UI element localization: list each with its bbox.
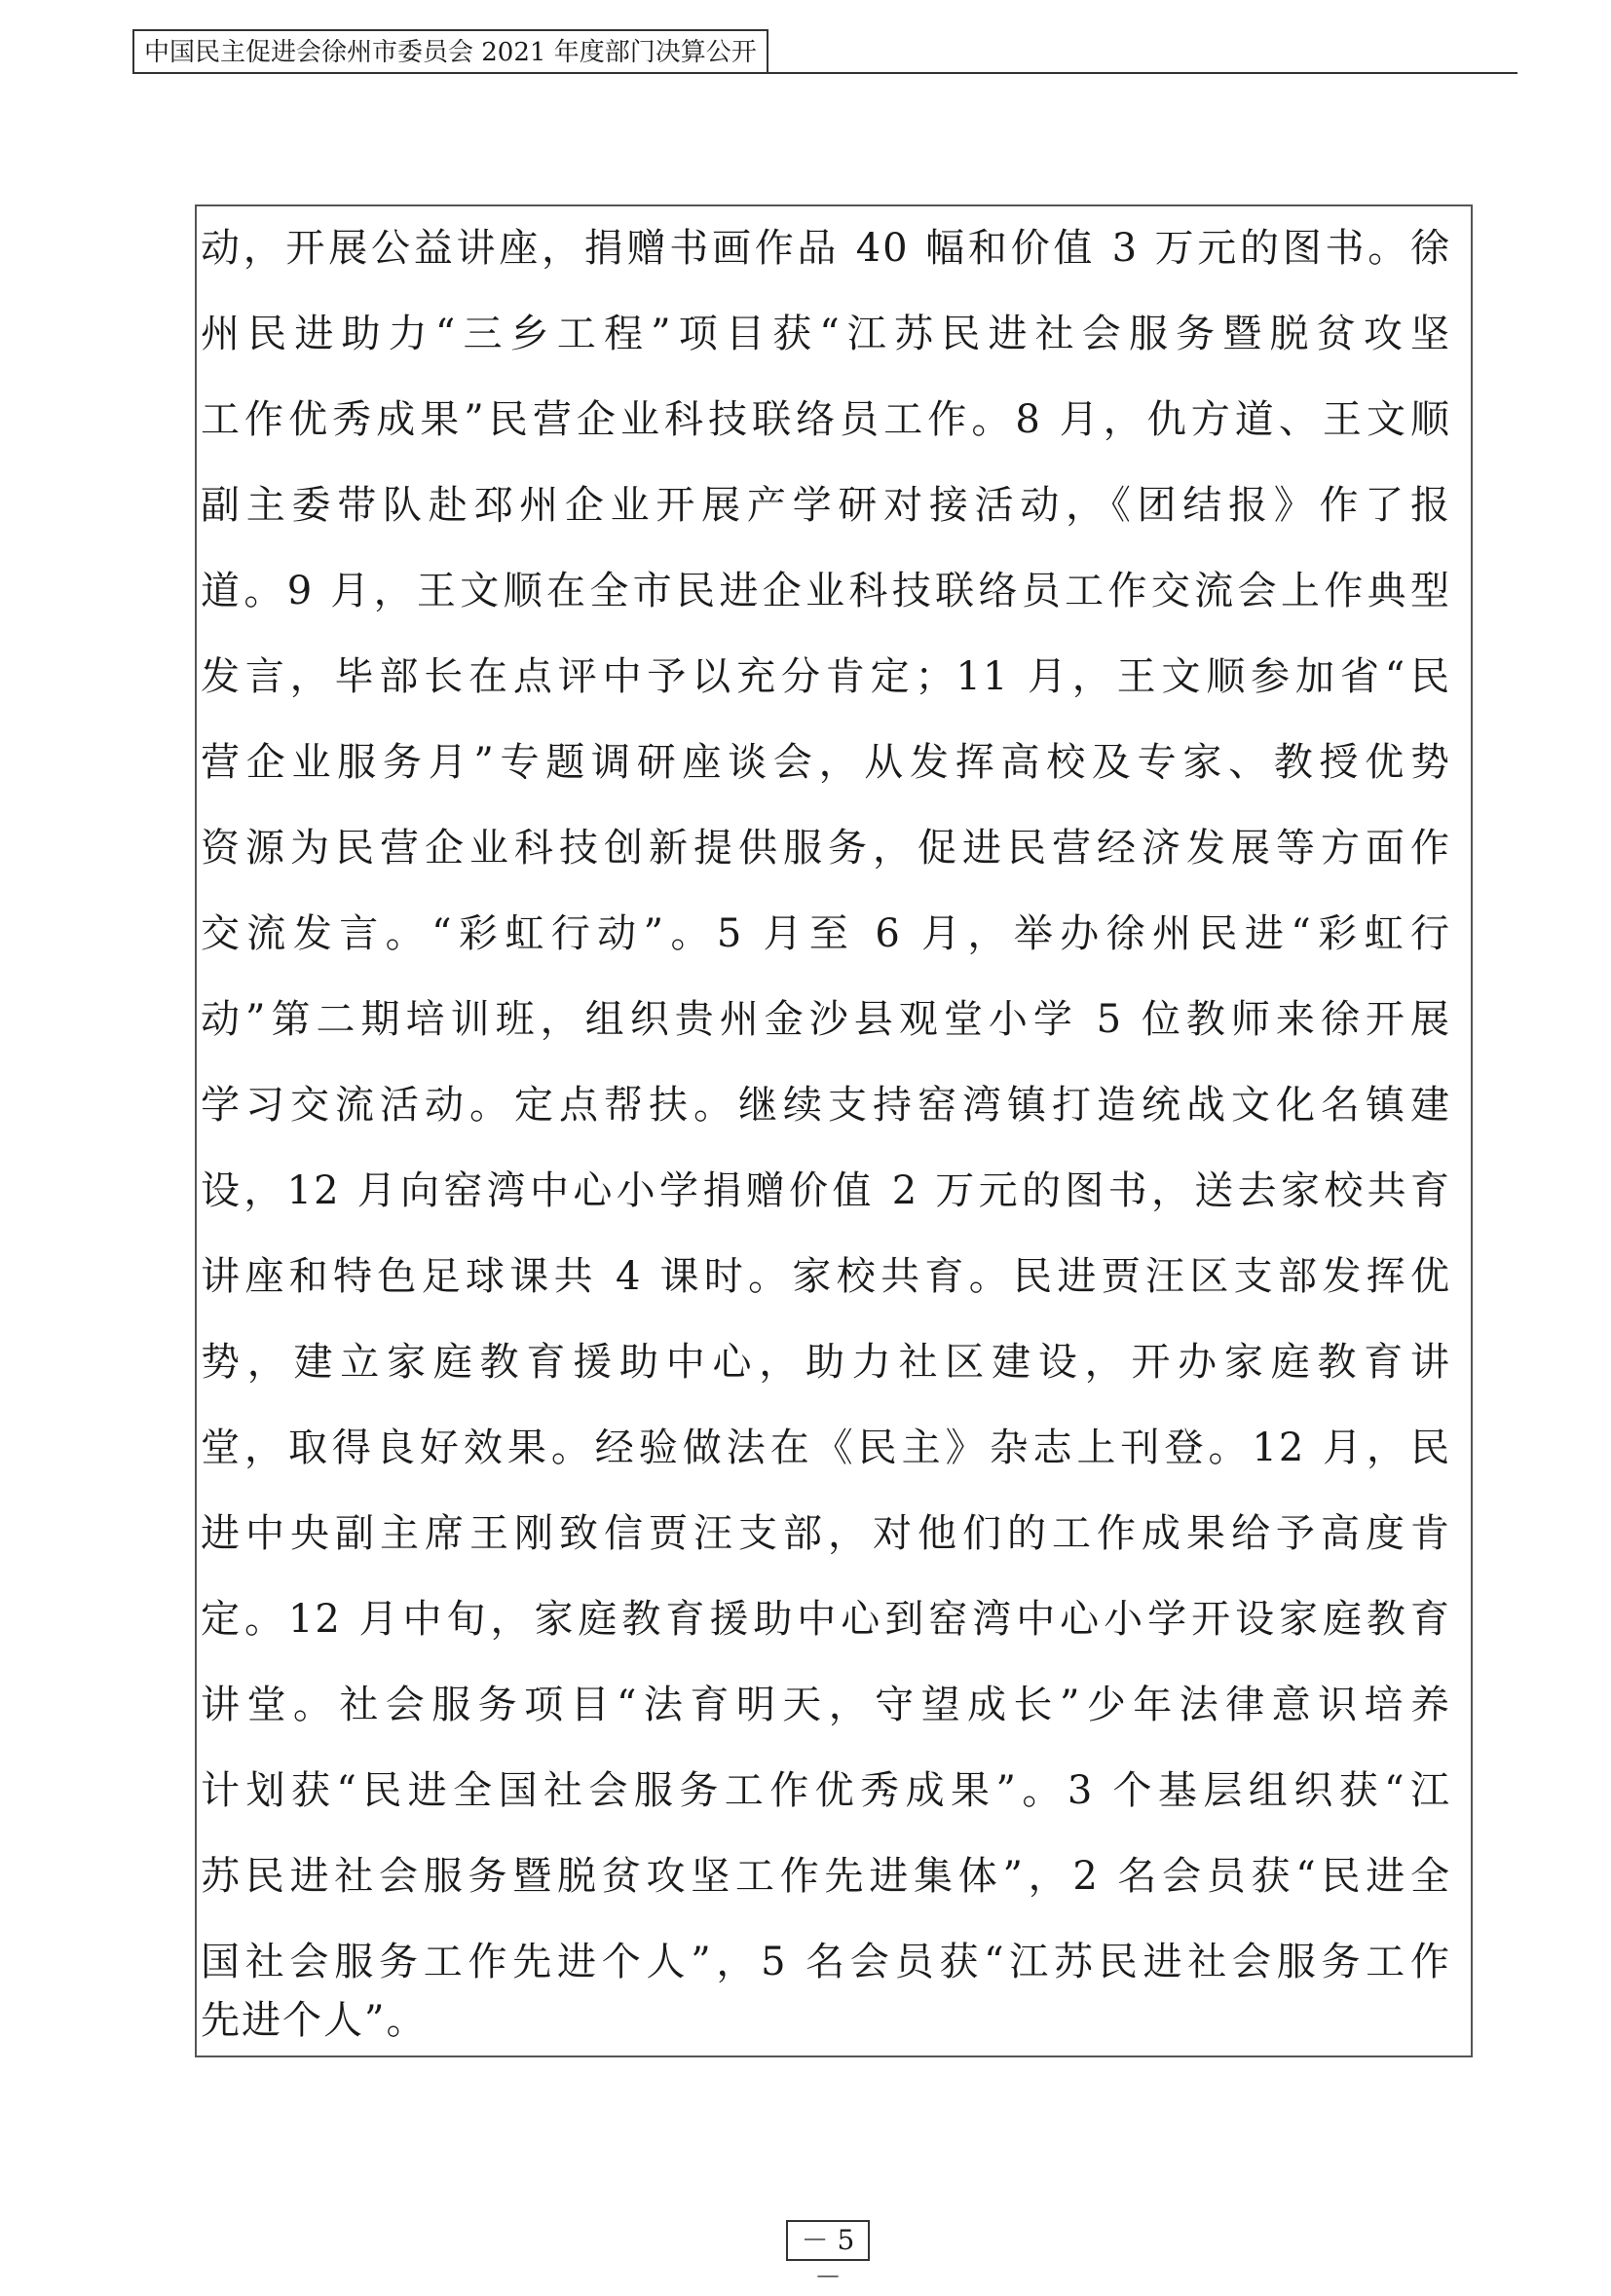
body-line: 计划获“民进全国社会服务工作优秀成果”。3 个基层组织获“江: [201, 1768, 1451, 1813]
body-line: 讲座和特色足球课共 4 课时。家校共育。民进贾汪区支部发挥优: [201, 1254, 1451, 1299]
header-title: 中国民主促进会徐州市委员会 2021 年度部门决算公开: [144, 38, 757, 67]
body-line: 州民进助力“三乡工程”项目获“江苏民进社会服务暨脱贫攻坚: [201, 312, 1451, 356]
body-line: 发言，毕部长在点评中予以充分肯定；11 月，王文顺参加省“民: [201, 654, 1451, 699]
body-line: 道。9 月，王文顺在全市民进企业科技联络员工作交流会上作典型: [201, 569, 1451, 613]
body-line: 讲堂。社会服务项目“法育明天，守望成长”少年法律意识培养: [201, 1683, 1451, 1727]
body-line: 设，12 月向窑湾中心小学捐赠价值 2 万元的图书，送去家校共育: [201, 1168, 1451, 1213]
body-line: 进中央副主席王刚致信贾汪支部，对他们的工作成果给予高度肯: [201, 1511, 1451, 1556]
body-line: 资源为民营企业科技创新提供服务，促进民营经济发展等方面作: [201, 826, 1451, 870]
body-line: 动”第二期培训班，组织贵州金沙县观堂小学 5 位教师来徐开展: [201, 997, 1451, 1042]
header-rule: [132, 72, 1517, 74]
body-line: 堂，取得良好效果。经验做法在《民主》杂志上刊登。12 月，民: [201, 1426, 1451, 1470]
body-line: 副主委带队赴邳州企业开展产学研对接活动，《团结报》作了报: [201, 483, 1451, 528]
body-line: 苏民进社会服务暨脱贫攻坚工作先进集体”，2 名会员获“民进全: [201, 1854, 1451, 1899]
body-line: 定。12 月中旬，家庭教育援助中心到窑湾中心小学开设家庭教育: [201, 1597, 1451, 1642]
body-line: 国社会服务工作先进个人”，5 名会员获“江苏民进社会服务工作: [201, 1940, 1451, 1984]
body-line: 学习交流活动。定点帮扶。继续支持窑湾镇打造统战文化名镇建: [201, 1083, 1451, 1128]
body-line: 工作优秀成果”民营企业科技联络员工作。8 月，仇方道、王文顺: [201, 397, 1451, 442]
body-line: 动，开展公益讲座，捐赠书画作品 40 幅和价值 3 万元的图书。徐: [201, 226, 1451, 271]
body-line: 先进个人”。: [201, 1998, 428, 2043]
body-line: 势，建立家庭教育援助中心，助力社区建设，开办家庭教育讲: [201, 1340, 1451, 1385]
page-number: － 5 －: [786, 2220, 870, 2261]
body-line: 营企业服务月”专题调研座谈会，从发挥高校及专家、教授优势: [201, 740, 1451, 785]
document-header: [132, 29, 768, 74]
body-line: 交流发言。“彩虹行动”。5 月至 6 月，举办徐州民进“彩虹行: [201, 911, 1451, 956]
